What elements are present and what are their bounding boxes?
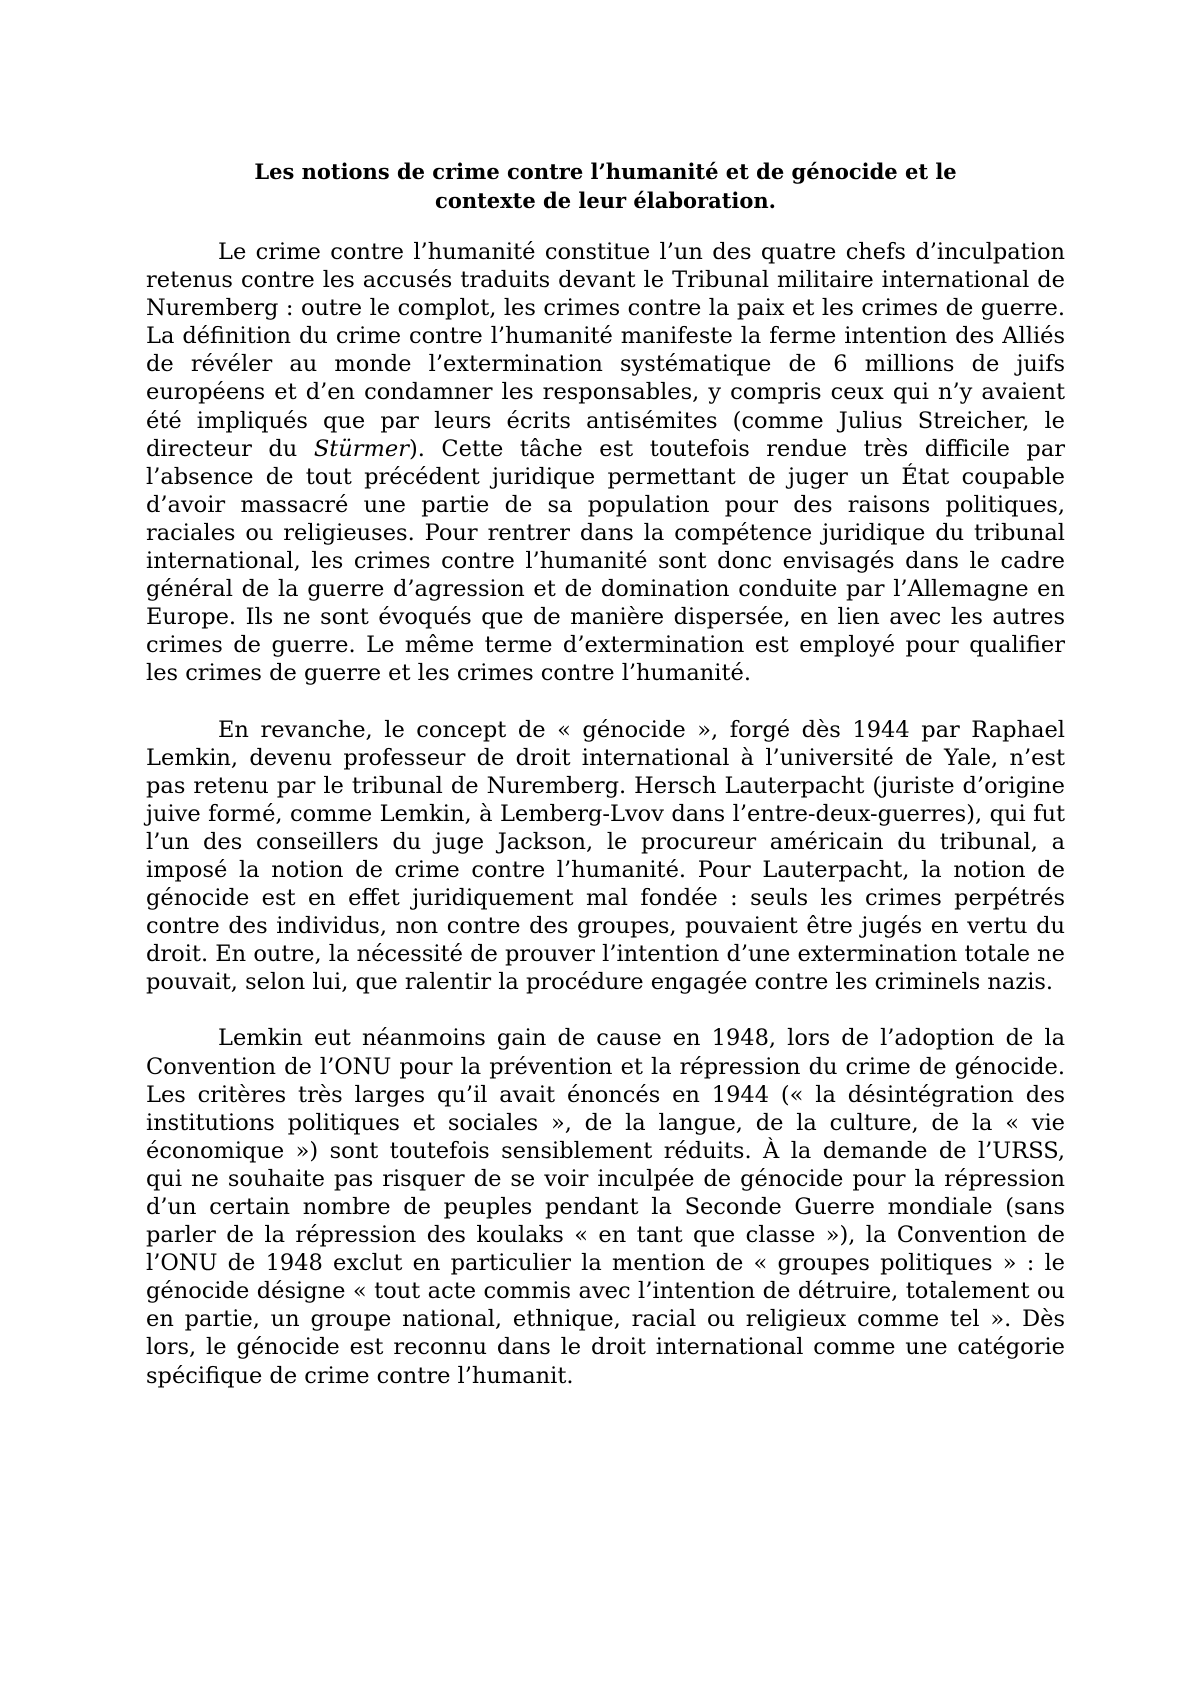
- paragraph-2: En revanche, le concept de « génocide », forgé dès 1944 par Raphael Lemkin, devenu professeur de droit international à l’université de Yale, n’est pas retenu par le tribunal de Nuremberg. Hersch Lauterpacht (juriste d’origine juive formé, comme Lemkin, à Lemberg-Lvov dans l’entre-deux-guerres), qui fut l’un des conseillers du juge Jackson, le procureur américain du tribunal, a imposé la notion de crime contre l’humanité. Pour Lauterpacht, la notion de génocide est en effet juridiquement mal fondée : seuls les crimes perpétrés contre des individus, non contre des groupes, pouvaient être jugés en vertu du droit. En outre, la nécessité de prouver l’intention d’une extermination totale ne pouvait, selon lui, que ralentir la procédure engagée contre les criminels nazis.: [146, 716, 1065, 996]
- paragraph-1-italic-title: Stürmer: [313, 435, 409, 462]
- paragraph-1-text-start: Le crime contre l’humanité constitue l’un des quatre chefs d’inculpation retenus contre les accusés traduits devant le Tribunal militaire international de Nuremberg : outre le complot, les crimes contre la paix et les crimes de guerre. La définition du crime contre l’humanité manifeste la ferme intention des Alliés de révéler au monde l’extermination systématique de 6 millions de juifs européens et d’en condamner les responsables, y compris ceux qui n’y avaient été impliqués que par leurs écrits antisémites (comme Julius Streicher, le directeur du: [146, 239, 1065, 462]
- document-title: [146, 157, 1065, 215]
- paragraph-3: Lemkin eut néanmoins gain de cause en 1948, lors de l’adoption de la Convention de l’ONU pour la prévention et la répression du crime de génocide. Les critères très larges qu’il avait énoncés en 1944 (« la désintégration des institutions politiques et sociales », de la langue, de la culture, de la « vie économique ») sont toutefois sensiblement réduits. À la demande de l’URSS, qui ne souhaite pas risquer de se voir inculpée de génocide pour la répression d’un certain nombre de peuples pendant la Seconde Guerre mondiale (sans parler de la répression des koulaks « en tant que classe »), la Convention de l’ONU de 1948 exclut en particulier la mention de « groupes politiques » : le génocide désigne « tout acte commis avec l’intention de détruire, totalement ou en partie, un groupe national, ethnique, racial ou religieux comme tel ». Dès lors, le génocide est reconnu dans le droit international comme une catégorie spécifique de crime contre l’humanit.: [146, 1025, 1065, 1389]
- document-page: [146, 157, 1065, 1390]
- paragraph-1: [146, 238, 1065, 688]
- paragraph-1-text-end: ). Cette tâche est toutefois rendue très difficile par l’absence de tout précédent juridique permettant de juger un État coupable d’avoir massacré une partie de sa population pour des raisons politiques, raciales ou religieuses. Pour rentrer dans la compétence juridique du tribunal international, les crimes contre l’humanité sont donc envisagés dans le cadre général de la guerre d’agression et de domination conduite par l’Allemagne en Europe. Ils ne sont évoqués que de manière dispersée, en lien avec les autres crimes de guerre. Le même terme d’extermination est employé pour qualifier les crimes de guerre et les crimes contre l’humanité.: [146, 435, 1065, 687]
- title-line-2: contexte de leur élaboration.: [435, 188, 776, 213]
- title-line-1: Les notions de crime contre l’humanité et de génocide et le: [254, 159, 957, 184]
